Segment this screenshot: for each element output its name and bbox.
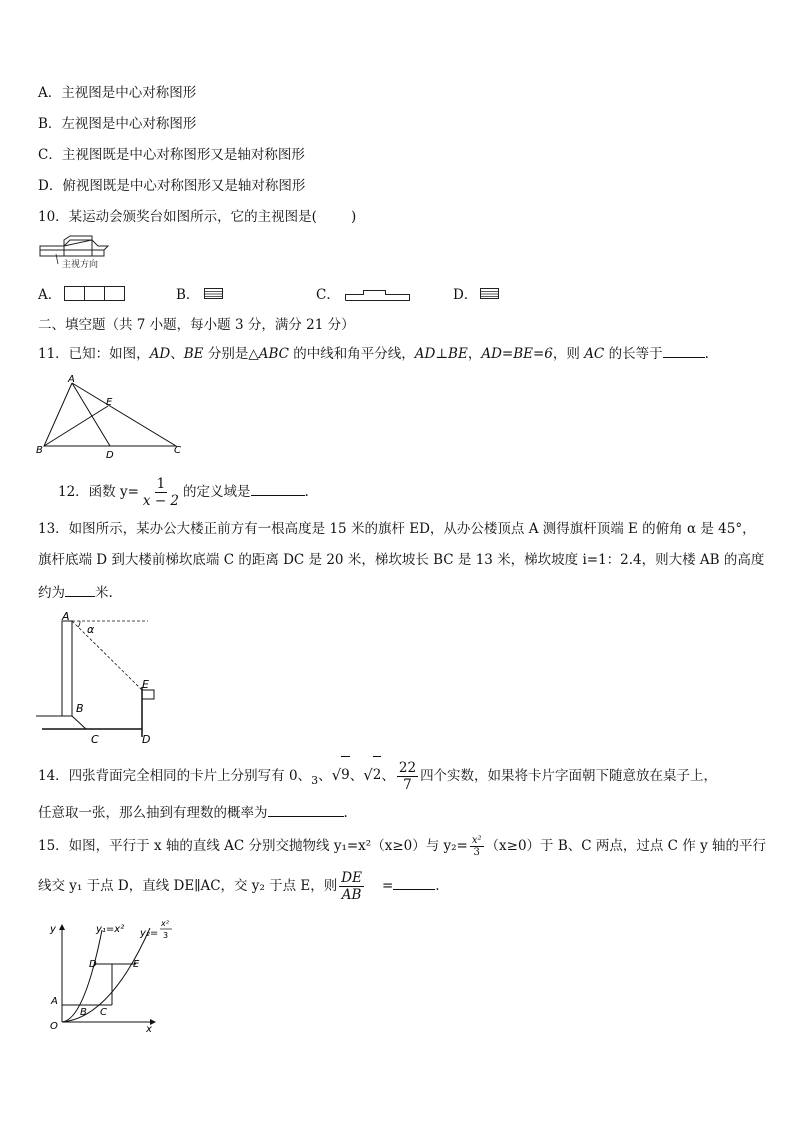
- q11-label-e: E: [106, 397, 113, 408]
- q15-label-d: D: [89, 959, 97, 970]
- q15-line-1: 15．如图，平行于 x 轴的直线 AC 分别交抛物线 y₁=x²（x≥0）与 y₂= $\frac{\text{x²}}{3}$ （x≥0）于 B、C 两点，过点 C 作 y 轴的平行: [38, 835, 766, 858]
- q14-line-1: 14．四张背面完全相同的卡片上分别写有 0、 3、 √ 9 、 √ 2 、 $\frac{22}{7}$ 四个实数，如果将卡片字面朝下随意放在桌子上，: [38, 756, 717, 795]
- q15-label-y2-num: x²: [161, 919, 169, 928]
- q11-stem: 11．已知：如图，AD、BE 分别是△ABC 的中线和角平分线，AD⊥BE，AD=BE=6，则 AC 的长等于 .: [38, 343, 709, 363]
- q15-label-b: B: [80, 1007, 87, 1018]
- q12-answer-blank[interactable]: [251, 481, 305, 496]
- q13-line-3: 约为 米.: [38, 582, 113, 602]
- q15-label-x: x: [146, 1024, 152, 1035]
- q14-cube-root: 3: [311, 774, 319, 787]
- q15-label-y2-den: 3: [163, 931, 169, 940]
- q10-option-d: D．: [453, 287, 478, 303]
- q14-line-2: 任意取一张，那么抽到有理数的概率为 .: [38, 802, 348, 822]
- q10-option-b: B．: [176, 287, 200, 303]
- q11-answer-blank[interactable]: [663, 343, 705, 358]
- q11-label-b: B: [36, 445, 43, 456]
- q13-label-e: E: [142, 678, 149, 691]
- q15-label-a: A: [51, 996, 58, 1007]
- q15-label-c: C: [100, 1007, 107, 1018]
- q10-option-a: A．: [38, 287, 62, 303]
- q15-label-e: E: [133, 959, 140, 970]
- q13-label-b: B: [76, 702, 84, 715]
- q15-label-o: O: [50, 1021, 58, 1032]
- q9-option-c: C．主视图既是中心对称图形又是轴对称图形: [38, 147, 305, 163]
- q13-label-alpha: α: [87, 623, 95, 636]
- q14-fraction: $\frac{22}{7}$: [398, 760, 417, 793]
- q11-label-a: A: [68, 374, 75, 385]
- q10-option-c-figure: [345, 286, 411, 302]
- q12-fraction: $\frac{1}{x - 2}$: [142, 476, 180, 509]
- q9-option-a: A．主视图是中心对称图形: [38, 85, 197, 101]
- q10-option-b-figure: [204, 288, 224, 300]
- q15-fraction-de-ab: $\frac{DE}{AB}$: [341, 870, 362, 903]
- q15-label-y1: y₁=x²: [96, 924, 125, 935]
- q15-answer-blank[interactable]: [393, 875, 435, 890]
- q11-label-d: D: [106, 450, 114, 461]
- q11-triangle-figure: [36, 374, 186, 461]
- q15-label-y2: y₂=: [140, 928, 159, 939]
- q9-option-d: D．俯视图既是中心对称图形又是轴对称图形: [38, 178, 306, 194]
- q15-parabola-figure: [40, 912, 180, 1034]
- q10-option-c: C．: [316, 287, 340, 303]
- q14-sqrt-9: √ 9: [332, 756, 350, 793]
- q13-label-a: A: [62, 610, 70, 623]
- q10-podium-figure: [38, 234, 118, 274]
- q14-sqrt-2: √ 2: [363, 756, 381, 793]
- q13-label-d: D: [142, 733, 151, 746]
- q15-fraction-y2: $\frac{\text{x²}}{3}$: [471, 835, 482, 858]
- q14-answer-blank[interactable]: [268, 802, 344, 817]
- q12-stem: 12．函数 y= $\frac{1}{x - 2}$ 的定义域是 .: [58, 476, 309, 509]
- q10-figure-label: 主视方向: [62, 260, 99, 270]
- q13-answer-blank[interactable]: [65, 582, 95, 597]
- q9-option-b: B．左视图是中心对称图形: [38, 116, 197, 132]
- q13-label-c: C: [91, 733, 99, 746]
- q15-line-2: 线交 y₁ 于点 D，直线 DE∥AC，交 y₂ 于点 E，则 $\frac{DE}{AB}$ = .: [38, 870, 440, 903]
- q13-line-1: 13．如图所示，某办公大楼正前方有一根高度是 15 米的旗杆 ED，从办公楼顶点 A 测得旗杆顶端 E 的俯角 α 是 45°，: [38, 521, 756, 537]
- q10-option-d-figure: [480, 288, 500, 300]
- q13-line-2: 旗杆底端 D 到大楼前梯坎底端 C 的距离 DC 是 20 米，梯坎坡长 BC 是 13 米，梯坎坡度 i=1：2.4，则大楼 AB 的高度: [38, 552, 765, 568]
- q10-stem: 10．某运动会颁奖台如图所示，它的主视图是( ): [38, 209, 357, 225]
- q11-label-c: C: [174, 445, 181, 456]
- section-2-header: 二、填空题（共 7 小题，每小题 3 分，满分 21 分）: [38, 317, 355, 333]
- q13-building-figure: [36, 612, 156, 746]
- q15-label-y: y: [50, 924, 56, 935]
- q10-option-a-figure: [64, 286, 126, 302]
